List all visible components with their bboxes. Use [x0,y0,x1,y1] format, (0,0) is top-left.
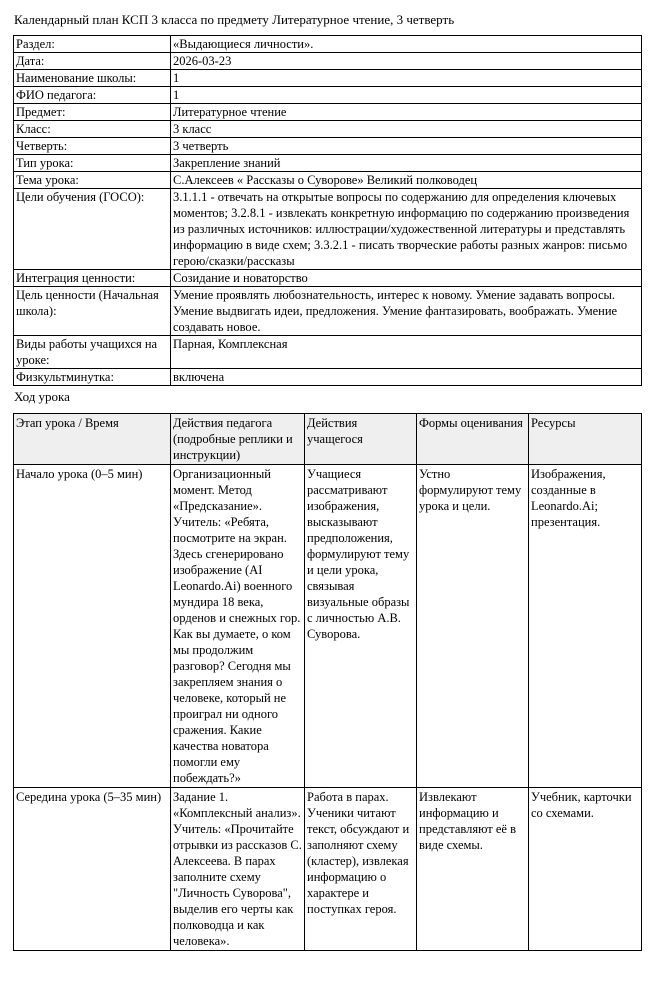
lesson-cell-student: Работа в парах. Ученики читают текст, обсуждают и заполняют схему (кластер), извлекая информацию о характере и поступках героя. [305,788,417,951]
lesson-cell-stage: Начало урока (0–5 мин) [14,465,171,788]
info-row [14,189,642,270]
lesson-cell-stage: Середина урока (5–35 мин) [14,788,171,951]
info-label: Тип урока: [14,155,171,172]
info-value: 3 четверть [171,138,642,155]
info-value: «Выдающиеся личности». [171,36,642,53]
info-value: Созидание и новаторство [171,270,642,287]
lesson-cell-teacher: Задание 1. «Комплексный анализ». Учитель: «Прочитайте отрывки из рассказов С. Алексеева. В парах заполните схему "Личность Суворова", выделив его черты как полководца и как человека». [171,788,305,951]
info-value: 3.1.1.1 - отвечать на открытые вопросы по содержанию для определения ключевых моментов; 3.2.8.1 - извлекать конкретную информацию по содержанию произведения из различных источников: иллюстрации/художественной литературы и представлять информацию в виде схем; 3.3.2.1 - писать творческие работы разных жанров: письмо герою/сказки/рассказы [171,189,642,270]
info-label: Раздел: [14,36,171,53]
info-row [14,87,642,104]
info-label: Класс: [14,121,171,138]
info-label: ФИО педагога: [14,87,171,104]
info-row [14,53,642,70]
info-label: Физкультминутка: [14,369,171,386]
info-value: С.Алексеев « Рассказы о Суворове» Великий полководец [171,172,642,189]
info-row [14,104,642,121]
lesson-cell-resources: Учебник, карточки со схемами. [529,788,642,951]
info-label: Наименование школы: [14,70,171,87]
info-value: включена [171,369,642,386]
info-label: Виды работы учащихся на уроке: [14,336,171,369]
lesson-progress-title: Ход урока [14,389,70,404]
info-value: Литературное чтение [171,104,642,121]
info-label: Предмет: [14,104,171,121]
lesson-header-row [14,414,642,465]
document-title: Календарный план КСП 3 класса по предмету Литературное чтение, 3 четверть [14,12,455,27]
lesson-row [14,465,642,788]
lesson-cell-teacher: Организационный момент. Метод «Предсказание». Учитель: «Ребята, посмотрите на экран. Здесь сгенерировано изображение (AI Leonardo.Ai) военного мундира 18 века, орденов и снежных гор. Как вы думаете, о ком мы продолжим разговор? Сегодня мы закрепляем знания о человеке, который не проиграл ни одного сражения. Какие качества новатора помогли ему побеждать?» [171,465,305,788]
info-row [14,70,642,87]
lesson-progress-table [13,413,642,951]
info-row [14,155,642,172]
info-row [14,336,642,369]
lesson-cell-student: Учащиеся рассматривают изображения, высказывают предположения, формулируют тему и цели урока, связывая визуальные образы с личностью А.В. Суворова. [305,465,417,788]
info-value: 1 [171,87,642,104]
lesson-cell-assessment: Устно формулируют тему урока и цели. [417,465,529,788]
info-value: 3 класс [171,121,642,138]
info-label: Интеграция ценности: [14,270,171,287]
column-header: Формы оценивания [417,414,529,465]
info-value: Умение проявлять любознательность, интерес к новому. Умение задавать вопросы. Умение выдвигать идеи, предложения. Умение фантазировать, воображать. Умение создавать новое. [171,287,642,336]
column-header: Действия педагога (подробные реплики и инструкции) [171,414,305,465]
info-value: Закрепление знаний [171,155,642,172]
info-row [14,121,642,138]
lesson-row [14,788,642,951]
info-label: Тема урока: [14,172,171,189]
lesson-info-table [13,35,642,386]
info-row [14,270,642,287]
info-label: Четверть: [14,138,171,155]
column-header: Ресурсы [529,414,642,465]
lesson-cell-assessment: Извлекают информацию и представляют её в виде схемы. [417,788,529,951]
column-header: Этап урока / Время [14,414,171,465]
info-row [14,138,642,155]
info-value: 2026-03-23 [171,53,642,70]
info-label: Цели обучения (ГОСО): [14,189,171,270]
info-row [14,369,642,386]
info-value: 1 [171,70,642,87]
column-header: Действия учащегося [305,414,417,465]
info-label: Цель ценности (Начальная школа): [14,287,171,336]
lesson-cell-resources: Изображения, созданные в Leonardo.Ai; презентация. [529,465,642,788]
info-row [14,36,642,53]
info-label: Дата: [14,53,171,70]
info-row [14,172,642,189]
info-row [14,287,642,336]
info-value: Парная, Комплексная [171,336,642,369]
